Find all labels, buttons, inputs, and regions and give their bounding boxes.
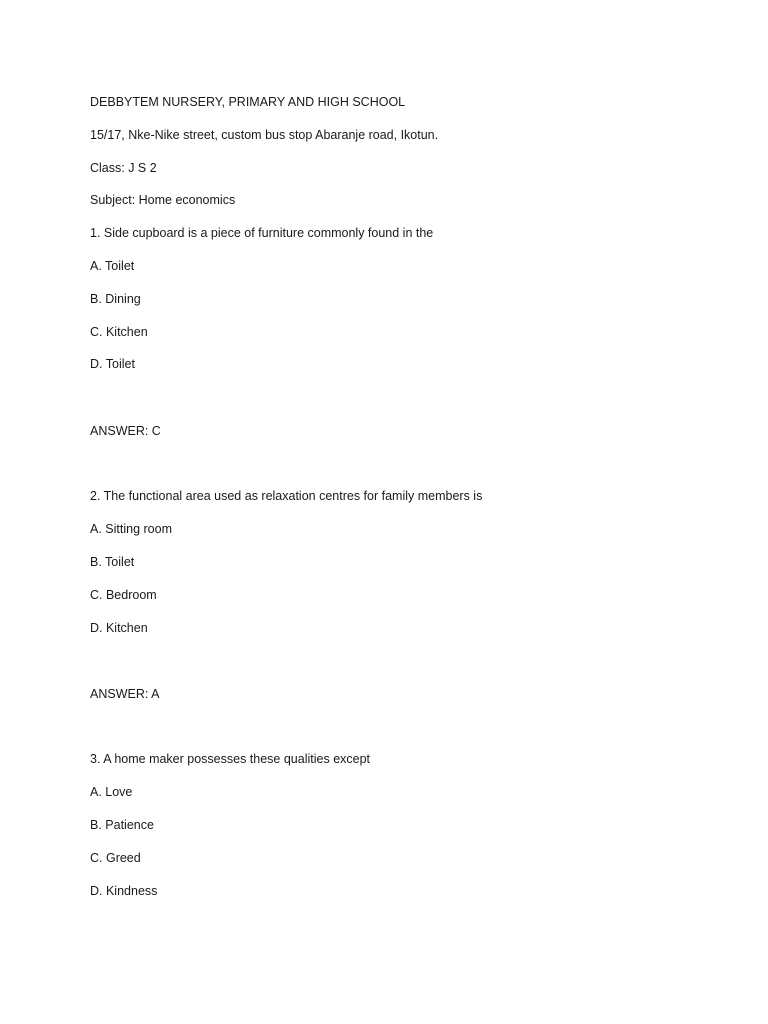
question-1-option-d: D. Toilet [90,357,135,371]
question-3-option-c: C. Greed [90,851,141,865]
question-2-option-c: C. Bedroom [90,588,157,602]
class-label: Class: J S 2 [90,161,157,175]
question-1-option-c: C. Kitchen [90,325,148,339]
question-2: 2. The functional area used as relaxation centres for family members is [90,489,483,503]
question-1-answer: ANSWER: C [90,424,161,438]
question-3: 3. A home maker possesses these qualities except [90,752,371,766]
question-2-option-d: D. Kitchen [90,621,148,635]
question-1-option-b: B. Dining [90,292,141,306]
subject-label: Subject: Home economics [90,193,236,207]
question-3-option-b: B. Patience [90,818,154,832]
question-2-option-b: B. Toilet [90,555,135,569]
question-2-answer: ANSWER: A [90,687,160,701]
question-1-option-a: A. Toilet [90,259,135,273]
question-2-option-a: A. Sitting room [90,522,172,536]
question-3-option-a: A. Love [90,785,133,799]
school-address: 15/17, Nke-Nike street, custom bus stop Abaranje road, Ikotun. [90,128,439,142]
question-1: 1. Side cupboard is a piece of furniture commonly found in the [90,226,434,240]
question-3-option-d: D. Kindness [90,884,158,898]
school-name: DEBBYTEM NURSERY, PRIMARY AND HIGH SCHOOL [90,95,406,109]
